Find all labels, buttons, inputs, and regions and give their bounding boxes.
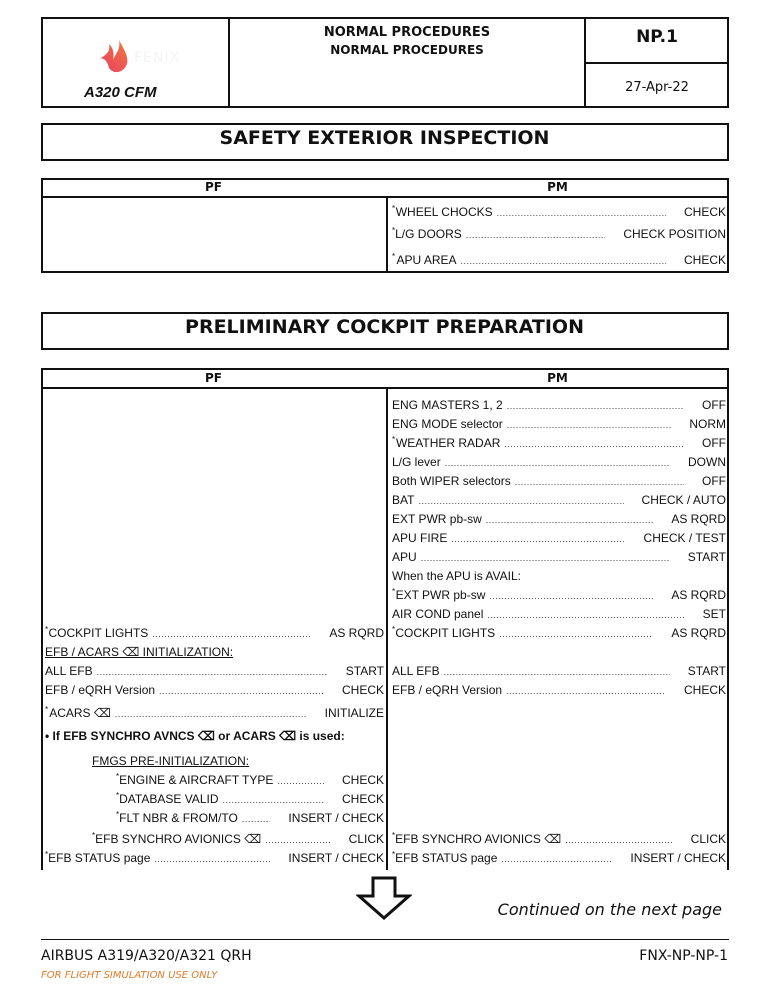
checklist-item (114, 809, 384, 827)
star-marker: * (392, 226, 396, 235)
item-label: Both WIPER selectors (392, 474, 511, 488)
checklist-item (43, 624, 384, 642)
checklist-item (390, 203, 726, 221)
checklist-item (43, 704, 384, 722)
item-value: AS RQRD (671, 588, 726, 602)
section-title: NORMAL PROCEDURES (323, 25, 491, 40)
checklist-item (390, 586, 726, 604)
checklist-item (390, 434, 726, 452)
item-label: • If EFB SYNCHRO AVNCS ⌫ or ACARS ⌫ is used: (45, 729, 345, 743)
dot-leader (159, 682, 324, 699)
item-label: BAT (392, 493, 415, 507)
item-label: EFB STATUS page (48, 851, 151, 865)
item-label: L/G DOORS (395, 227, 462, 241)
item-label: APU AREA (396, 253, 457, 267)
item-value: CHECK (341, 683, 384, 697)
revision-date: 27-Apr-22 (625, 80, 689, 95)
item-value: SET (702, 607, 726, 621)
divider (41, 387, 729, 389)
star-marker: * (392, 252, 396, 261)
item-value: CHECK (341, 773, 384, 787)
item-value: CHECK (683, 683, 726, 697)
checklist-item (43, 662, 384, 680)
item-label: FMGS PRE-INITIALIZATION: (92, 754, 250, 768)
checklist-item (43, 727, 384, 745)
dot-leader (501, 850, 612, 867)
dot-leader (154, 850, 270, 867)
footer-divider (41, 939, 729, 940)
item-label: DATABASE VALID (119, 792, 219, 806)
dot-leader (466, 226, 606, 243)
checklist-item (390, 472, 726, 490)
footer-right: FNX-NP-NP-1 (639, 948, 728, 964)
item-value: CLICK (348, 832, 384, 846)
star-marker: * (45, 705, 49, 714)
dot-leader (499, 625, 653, 642)
footer-left: AIRBUS A319/A320/A321 QRH (41, 948, 252, 964)
star-marker: * (392, 625, 396, 634)
checklist-item (390, 567, 726, 585)
dot-leader (418, 492, 623, 509)
checklist-item (390, 529, 726, 547)
item-label: WEATHER RADAR (395, 436, 501, 450)
star-marker: * (392, 435, 396, 444)
item-label: EFB / eQRH Version (45, 683, 156, 697)
item-label: AIR COND panel (392, 607, 484, 621)
item-value: OFF (702, 436, 726, 450)
checklist-item (390, 830, 726, 848)
dot-leader (506, 682, 666, 699)
star-marker: * (392, 831, 396, 840)
item-value: AS RQRD (671, 626, 726, 640)
dot-leader (242, 810, 271, 827)
star-marker: * (45, 850, 49, 859)
item-label: ENGINE & AIRCRAFT TYPE (119, 773, 274, 787)
item-label: WHEEL CHOCKS (395, 205, 493, 219)
item-label: EXT PWR pb-sw (395, 588, 486, 602)
item-value: INSERT / CHECK (288, 851, 384, 865)
checklist-item (390, 548, 726, 566)
dot-leader (489, 587, 653, 604)
dot-leader (507, 397, 684, 414)
checklist-item (390, 605, 726, 623)
item-value: INITIALIZE (324, 706, 384, 720)
safety-title: SAFETY EXTERIOR INSPECTION (219, 127, 550, 149)
divider (584, 62, 728, 64)
dot-leader (277, 772, 324, 789)
pf-header: PF (205, 180, 222, 194)
aircraft-label: A320 CFM (84, 84, 157, 101)
checklist-item (390, 415, 726, 433)
down-arrow-icon (356, 876, 412, 920)
pm-header: PM (547, 180, 568, 194)
page-code: NP.1 (636, 27, 678, 47)
checklist-item (90, 752, 384, 770)
checklist-item (114, 771, 384, 789)
dot-leader (451, 530, 625, 547)
item-label: ENG MODE selector (392, 417, 503, 431)
star-marker: * (392, 587, 396, 596)
dot-leader (565, 831, 672, 848)
item-label: EFB SYNCHRO AVIONICS ⌫ (95, 832, 262, 846)
item-label: When the APU is AVAIL: (392, 569, 521, 583)
item-value: CHECK POSITION (623, 227, 726, 241)
item-value: CHECK (341, 792, 384, 806)
dot-leader (486, 511, 654, 528)
checklist-item (43, 849, 384, 867)
item-value: START (345, 664, 384, 678)
dot-leader (421, 549, 670, 566)
dot-leader (461, 252, 666, 269)
item-label: EFB / ACARS ⌫ INITIALIZATION: (45, 645, 234, 659)
dot-leader (445, 454, 670, 471)
item-value: NORM (689, 417, 726, 431)
item-value: OFF (702, 474, 726, 488)
dot-leader (507, 416, 672, 433)
item-label: FLT NBR & FROM/TO (119, 811, 238, 825)
checklist-item (390, 662, 726, 680)
checklist-item (43, 643, 384, 661)
star-marker: * (392, 850, 396, 859)
item-value: OFF (702, 398, 726, 412)
logo-text: FENIX (134, 50, 181, 66)
dot-leader (265, 831, 330, 848)
checklist-item (390, 849, 726, 867)
item-label: EFB / eQRH Version (392, 683, 503, 697)
star-marker: * (92, 831, 96, 840)
dot-leader (115, 705, 307, 722)
divider (386, 196, 388, 273)
fenix-logo-icon (95, 38, 131, 78)
disclaimer: FOR FLIGHT SIMULATION USE ONLY (41, 970, 218, 981)
item-label: APU FIRE (392, 531, 448, 545)
item-value: AS RQRD (329, 626, 384, 640)
star-marker: * (116, 810, 120, 819)
dot-leader (223, 791, 324, 808)
dot-leader (152, 625, 311, 642)
item-label: ENG MASTERS 1, 2 (392, 398, 503, 412)
checklist-item (390, 396, 726, 414)
divider (41, 196, 729, 198)
pf-header: PF (205, 371, 222, 385)
dot-leader (497, 204, 666, 221)
item-value: AS RQRD (671, 512, 726, 526)
item-value: CHECK / AUTO (641, 493, 726, 507)
item-label: EFB SYNCHRO AVIONICS ⌫ (395, 832, 562, 846)
item-label: APU (392, 550, 417, 564)
item-value: START (687, 550, 726, 564)
checklist-item (90, 830, 384, 848)
continued-note: Continued on the next page (497, 900, 722, 919)
item-value: START (687, 664, 726, 678)
star-marker: * (116, 772, 120, 781)
dot-leader (504, 435, 684, 452)
checklist-item (390, 225, 726, 243)
item-value: CHECK / TEST (643, 531, 726, 545)
prelim-title: PRELIMINARY COCKPIT PREPARATION (185, 316, 584, 338)
checklist-item (390, 491, 726, 509)
divider (386, 387, 388, 870)
item-label: EXT PWR pb-sw (392, 512, 482, 526)
item-value: CLICK (690, 832, 726, 846)
item-value: CHECK (683, 253, 726, 267)
checklist-item (114, 790, 384, 808)
dot-leader (97, 663, 328, 680)
section-subtitle: NORMAL PROCEDURES (330, 43, 484, 57)
item-label: EFB STATUS page (395, 851, 498, 865)
dot-leader (487, 606, 684, 623)
checklist-item (390, 681, 726, 699)
item-label: L/G lever (392, 455, 441, 469)
item-label: COCKPIT LIGHTS (395, 626, 496, 640)
item-value: CHECK (683, 205, 726, 219)
item-value: INSERT / CHECK (630, 851, 726, 865)
star-marker: * (45, 625, 49, 634)
pm-header: PM (547, 371, 568, 385)
item-label: COCKPIT LIGHTS (48, 626, 149, 640)
dot-leader (444, 663, 670, 680)
checklist-item (390, 453, 726, 471)
checklist-item (390, 624, 726, 642)
item-label: ALL EFB (392, 664, 440, 678)
dot-leader (515, 473, 684, 490)
item-label: ALL EFB (45, 664, 93, 678)
item-label: ACARS ⌫ (49, 706, 111, 720)
checklist-item (43, 681, 384, 699)
item-value: INSERT / CHECK (288, 811, 384, 825)
checklist-item (390, 251, 726, 269)
star-marker: * (392, 204, 396, 213)
item-value: DOWN (688, 455, 726, 469)
checklist-item (390, 510, 726, 528)
star-marker: * (116, 791, 120, 800)
